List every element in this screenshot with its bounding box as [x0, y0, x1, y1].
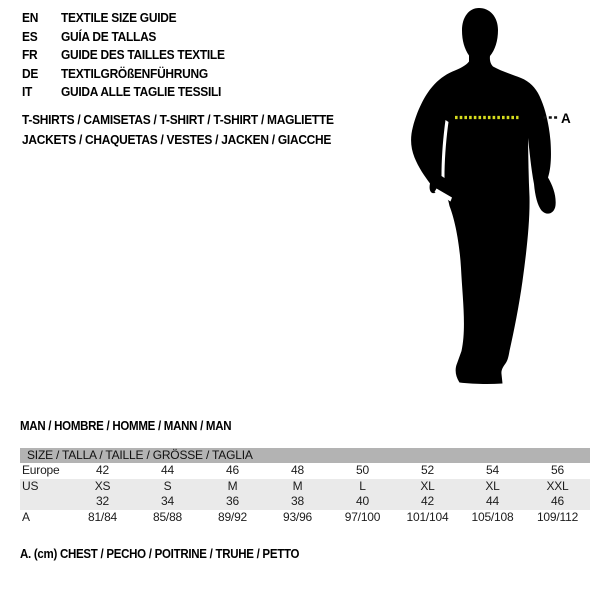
language-label: TEXTILGRÖßENFÜHRUNG: [61, 65, 208, 81]
language-code: ES: [22, 28, 38, 44]
size-cell: XS: [94, 478, 111, 493]
size-cell: 109/112: [536, 510, 579, 525]
size-cell: L: [359, 478, 366, 493]
row-label: Europe: [22, 463, 60, 477]
language-code: DE: [22, 65, 39, 81]
size-cell: 42: [421, 494, 434, 509]
size-cell: 44: [161, 463, 174, 477]
size-table: [20, 448, 590, 526]
language-row-fr: [22, 46, 239, 65]
language-code: FR: [22, 47, 38, 62]
measure-label-a: A: [561, 111, 571, 126]
language-label: GUIDE DES TAILLES TEXTILE: [61, 47, 225, 62]
measure-legend-footnote: A. (cm) CHEST / PECHO / POITRINE / TRUHE / PETTO: [20, 547, 300, 561]
size-cell: 105/108: [471, 510, 514, 525]
category-heading: [22, 110, 361, 149]
row-label: A: [22, 510, 30, 525]
category-line-jackets: JACKETS / CHAQUETAS / VESTES / JACKEN / GIACCHE: [22, 131, 332, 147]
language-row-es: [22, 28, 239, 47]
size-cell: 50: [356, 463, 369, 477]
size-cell: 101/104: [406, 510, 449, 525]
category-line-tshirts: T-SHIRTS / CAMISETAS / T-SHIRT / T-SHIRT / MAGLIETTE: [22, 112, 334, 127]
size-cell: 85/88: [152, 510, 183, 525]
size-cell: XL: [485, 478, 500, 493]
size-cell: M: [292, 478, 303, 493]
language-label: GUIDA ALLE TAGLIE TESSILI: [61, 84, 222, 99]
language-code: EN: [22, 10, 39, 25]
size-cell: 34: [161, 494, 174, 509]
language-label: GUÍA DE TALLAS: [61, 28, 157, 44]
size-cell: 56: [551, 463, 564, 477]
size-cell: XXL: [546, 478, 569, 493]
row-label: [20, 494, 70, 510]
size-cell: 36: [226, 494, 239, 509]
size-cell: 54: [486, 463, 499, 477]
language-list: [22, 9, 239, 102]
table-row-us-numbers: [20, 494, 590, 510]
language-row-en: [22, 9, 239, 28]
size-table-header: SIZE / TALLA / TAILLE / GRÖSSE / TAGLIA: [20, 448, 590, 463]
language-row-it: [22, 83, 239, 102]
table-row-us-letters: [20, 479, 590, 495]
size-cell: 42: [96, 463, 109, 477]
size-cell: 44: [486, 494, 499, 509]
size-cell: 40: [356, 494, 369, 509]
size-cell: S: [163, 478, 172, 493]
table-row-europe: [20, 463, 590, 479]
man-silhouette: [411, 8, 556, 384]
gender-heading: MAN / HOMBRE / HOMME / MANN / MAN: [20, 419, 232, 433]
size-cell: M: [227, 478, 238, 493]
size-cell: 46: [551, 494, 564, 509]
size-cell: 97/100: [344, 510, 381, 525]
table-row-chest-measure: [20, 510, 590, 526]
size-cell: 38: [291, 494, 304, 509]
language-code: IT: [22, 84, 33, 99]
row-label: US: [22, 478, 39, 493]
size-cell: 93/96: [282, 510, 313, 525]
size-cell: 48: [291, 463, 304, 477]
size-cell: 52: [421, 463, 434, 477]
body-silhouette-figure: [400, 0, 580, 400]
size-cell: 89/92: [217, 510, 248, 525]
size-cell: 81/84: [87, 510, 118, 525]
language-row-de: [22, 65, 239, 84]
language-label: TEXTILE SIZE GUIDE: [61, 10, 177, 25]
size-cell: 32: [96, 494, 109, 509]
size-cell: 46: [226, 463, 239, 477]
size-cell: XL: [420, 478, 435, 493]
